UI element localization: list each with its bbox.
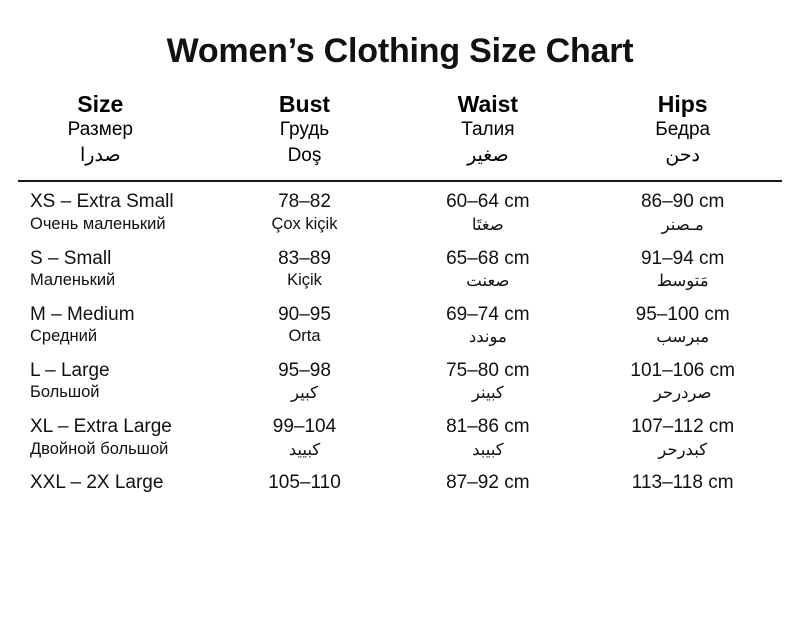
waist-value: 75–80 cm <box>446 359 530 381</box>
waist-value: 60–64 cm <box>446 191 530 213</box>
bust-value-alt: Kiçik <box>287 271 322 290</box>
cell-hips <box>583 182 782 238</box>
cell-waist <box>392 351 583 407</box>
bust-value: 90–95 <box>278 303 331 325</box>
hips-value: 113–118 cm <box>631 471 734 493</box>
hips-value-ar: مـصنر <box>661 216 704 235</box>
cell-bust <box>217 239 393 295</box>
cell-hips <box>583 239 782 295</box>
column-header-waist <box>392 89 583 178</box>
waist-value: 69–74 cm <box>446 303 530 325</box>
bust-value-alt: كبييد <box>288 440 321 459</box>
page-title: Women’s Clothing Size Chart <box>166 32 634 70</box>
column-header-bust-ru: Грудь <box>279 119 330 141</box>
bust-value: 95–98 <box>278 359 331 381</box>
size-label-ru: Большой <box>30 383 100 402</box>
hips-value-ar: مبرسب <box>656 328 710 347</box>
size-label: XXL – 2X Large <box>30 471 164 493</box>
cell-size <box>18 182 217 238</box>
hips-value: 101–106 cm <box>630 359 735 381</box>
cell-waist <box>392 295 583 351</box>
cell-hips <box>583 463 782 497</box>
size-label-ru: Двойной большой <box>30 439 169 458</box>
hips-value: 91–94 cm <box>640 247 725 269</box>
column-header-size-ru: Размер <box>67 119 133 141</box>
size-label: L – Large <box>30 359 110 381</box>
size-chart-table <box>18 89 782 497</box>
cell-size <box>18 463 217 497</box>
hips-value: 107–112 cm <box>631 415 735 437</box>
column-header-bust-en: Bust <box>278 91 331 117</box>
cell-waist <box>392 239 583 295</box>
column-header-hips-ru: Бедра <box>655 119 711 141</box>
waist-value-ar: كبينر <box>471 384 504 403</box>
column-header-size <box>18 89 217 178</box>
bust-value-alt: Orta <box>288 327 321 346</box>
cell-size <box>18 239 217 295</box>
cell-bust <box>217 182 393 238</box>
bust-value: 78–82 <box>278 191 331 213</box>
table-body <box>18 178 782 496</box>
size-label: S – Small <box>30 247 112 269</box>
column-header-waist-en: Waist <box>457 91 519 117</box>
table-header <box>18 89 782 178</box>
bust-value: 83–89 <box>278 247 331 269</box>
cell-waist <box>392 182 583 238</box>
bust-value-alt: Çox kiçik <box>271 215 338 234</box>
column-header-bust <box>217 89 393 178</box>
cell-size <box>18 351 217 407</box>
column-header-size-ar: صدرا <box>80 144 121 166</box>
table-row <box>18 407 782 463</box>
cell-bust <box>217 295 393 351</box>
table-row <box>18 351 782 407</box>
hips-value-ar: كبدرحر <box>658 440 708 459</box>
cell-bust <box>217 407 393 463</box>
column-header-waist-ru: Талия <box>461 119 515 141</box>
size-label-ru: Маленький <box>30 271 116 290</box>
bust-value: 99–104 <box>272 415 337 437</box>
cell-size <box>18 295 217 351</box>
size-label-ru: Очень маленький <box>30 215 166 234</box>
header-row <box>18 89 782 178</box>
waist-value-ar: صعنت <box>466 272 510 291</box>
column-header-size-en: Size <box>77 91 124 117</box>
cell-waist <box>392 463 583 497</box>
waist-value: 65–68 cm <box>446 247 530 269</box>
waist-value: 81–86 cm <box>446 415 530 437</box>
hips-value: 86–90 cm <box>640 191 725 213</box>
size-label: XL – Extra Large <box>30 415 172 437</box>
waist-value-ar: موندد <box>468 328 507 347</box>
waist-value-ar: كبيبد <box>472 440 504 459</box>
cell-size <box>18 407 217 463</box>
column-header-hips <box>583 89 782 178</box>
table-row <box>18 295 782 351</box>
size-label: M – Medium <box>30 303 135 325</box>
column-header-hips-ar: دحن <box>665 144 700 166</box>
size-label-ru: Средний <box>30 327 98 346</box>
cell-hips <box>583 351 782 407</box>
bust-value: 105–110 <box>268 471 341 493</box>
hips-value-ar: مَتوسط <box>656 272 709 291</box>
column-header-waist-ar: صغير <box>467 144 509 166</box>
cell-hips <box>583 295 782 351</box>
bust-value-alt: كبير <box>291 384 318 403</box>
hips-value-ar: صردرحر <box>653 384 712 403</box>
table-row <box>18 182 782 238</box>
size-label: XS – Extra Small <box>30 191 174 213</box>
hips-value: 95–100 cm <box>635 303 730 325</box>
cell-waist <box>392 407 583 463</box>
cell-bust <box>217 463 393 497</box>
size-chart-page <box>0 32 800 631</box>
cell-bust <box>217 351 393 407</box>
waist-value: 87–92 cm <box>446 471 530 493</box>
table-row <box>18 239 782 295</box>
column-header-bust-alt: Doş <box>287 144 322 166</box>
table-row <box>18 463 782 497</box>
waist-value-ar: صغتَا <box>471 216 504 235</box>
cell-hips <box>583 407 782 463</box>
column-header-hips-en: Hips <box>657 91 708 117</box>
